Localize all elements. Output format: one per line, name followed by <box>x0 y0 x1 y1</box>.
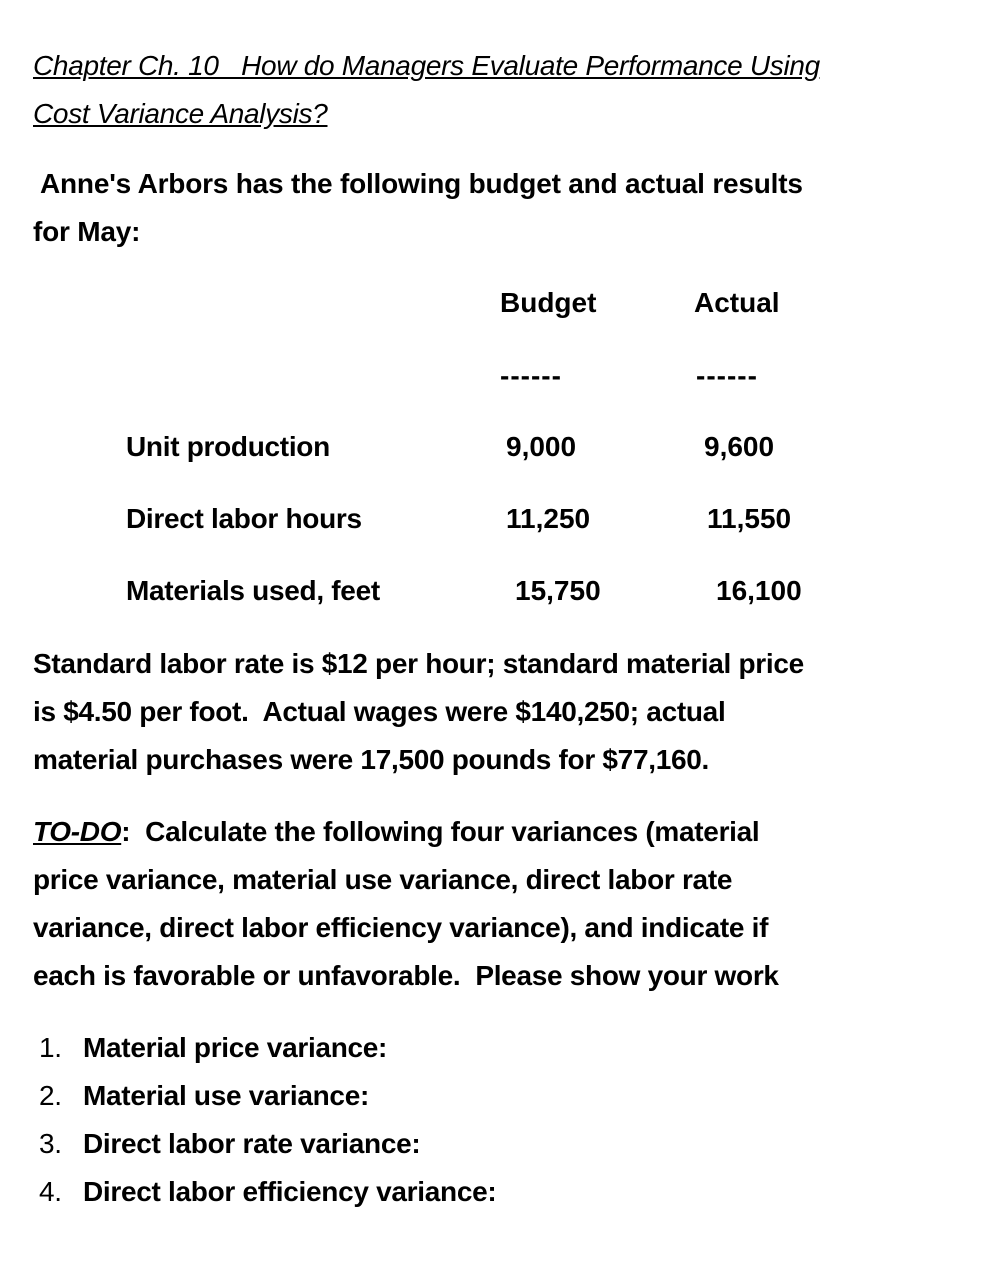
cell-budget-unit-production: 9,000 <box>506 431 577 462</box>
list-item-number: 4. <box>39 1176 62 1207</box>
cell-budget-materials-used: 15,750 <box>515 575 601 606</box>
chapter-heading <box>33 42 933 138</box>
list-item-number: 1. <box>39 1032 62 1063</box>
row-label-materials-used: Materials used, feet <box>126 575 380 606</box>
budget-separator: ------ <box>500 360 562 391</box>
standards-line-1: Standard labor rate is $12 per hour; standard material price <box>33 648 804 679</box>
row-label-direct-labor-hours: Direct labor hours <box>126 503 362 534</box>
cell-budget-direct-labor-hours: 11,250 <box>506 503 591 534</box>
column-header-budget: Budget <box>500 287 597 318</box>
list-item <box>33 1072 933 1120</box>
list-item-number: 2. <box>39 1080 62 1111</box>
column-header-actual: Actual <box>694 287 780 318</box>
todo-paragraph <box>33 808 933 1000</box>
intro-line-2: for May: <box>33 216 141 247</box>
list-item-text: Direct labor rate variance: <box>83 1128 421 1159</box>
cell-actual-unit-production: 9,600 <box>704 431 775 462</box>
chapter-heading-line-2: Cost Variance Analysis? <box>33 98 328 129</box>
todo-line-1-text: : Calculate the following four variances (material <box>121 816 760 847</box>
todo-line-2: price variance, material use variance, direct labor rate <box>33 864 733 895</box>
intro-line-1: Anne's Arbors has the following budget and actual results <box>40 168 803 199</box>
list-item <box>33 1168 933 1216</box>
list-item <box>33 1024 933 1072</box>
cell-actual-materials-used: 16,100 <box>716 575 802 606</box>
standards-paragraph <box>33 640 933 784</box>
list-item-text: Material use variance: <box>83 1080 369 1111</box>
standards-line-2: is $4.50 per foot. Actual wages were $140,250; actual <box>33 696 726 727</box>
list-item-number: 3. <box>39 1128 62 1159</box>
list-item <box>33 1120 933 1168</box>
question-list <box>33 1024 933 1216</box>
standards-line-3: material purchases were 17,500 pounds for $77,160. <box>33 744 710 775</box>
list-item-text: Direct labor efficiency variance: <box>83 1176 497 1207</box>
todo-line-4: each is favorable or unfavorable. Please show your work <box>33 960 779 991</box>
cell-actual-direct-labor-hours: 11,550 <box>707 503 792 534</box>
todo-line-1 <box>33 808 933 856</box>
todo-line-3: variance, direct labor efficiency variance), and indicate if <box>33 912 769 943</box>
row-label-unit-production: Unit production <box>126 431 330 462</box>
actual-separator: ------ <box>696 360 758 391</box>
todo-label: TO-DO <box>33 816 122 847</box>
intro-paragraph <box>33 160 933 256</box>
list-item-text: Material price variance: <box>83 1032 388 1063</box>
chapter-heading-line-1: Chapter Ch. 10 How do Managers Evaluate Performance Using <box>33 50 820 81</box>
